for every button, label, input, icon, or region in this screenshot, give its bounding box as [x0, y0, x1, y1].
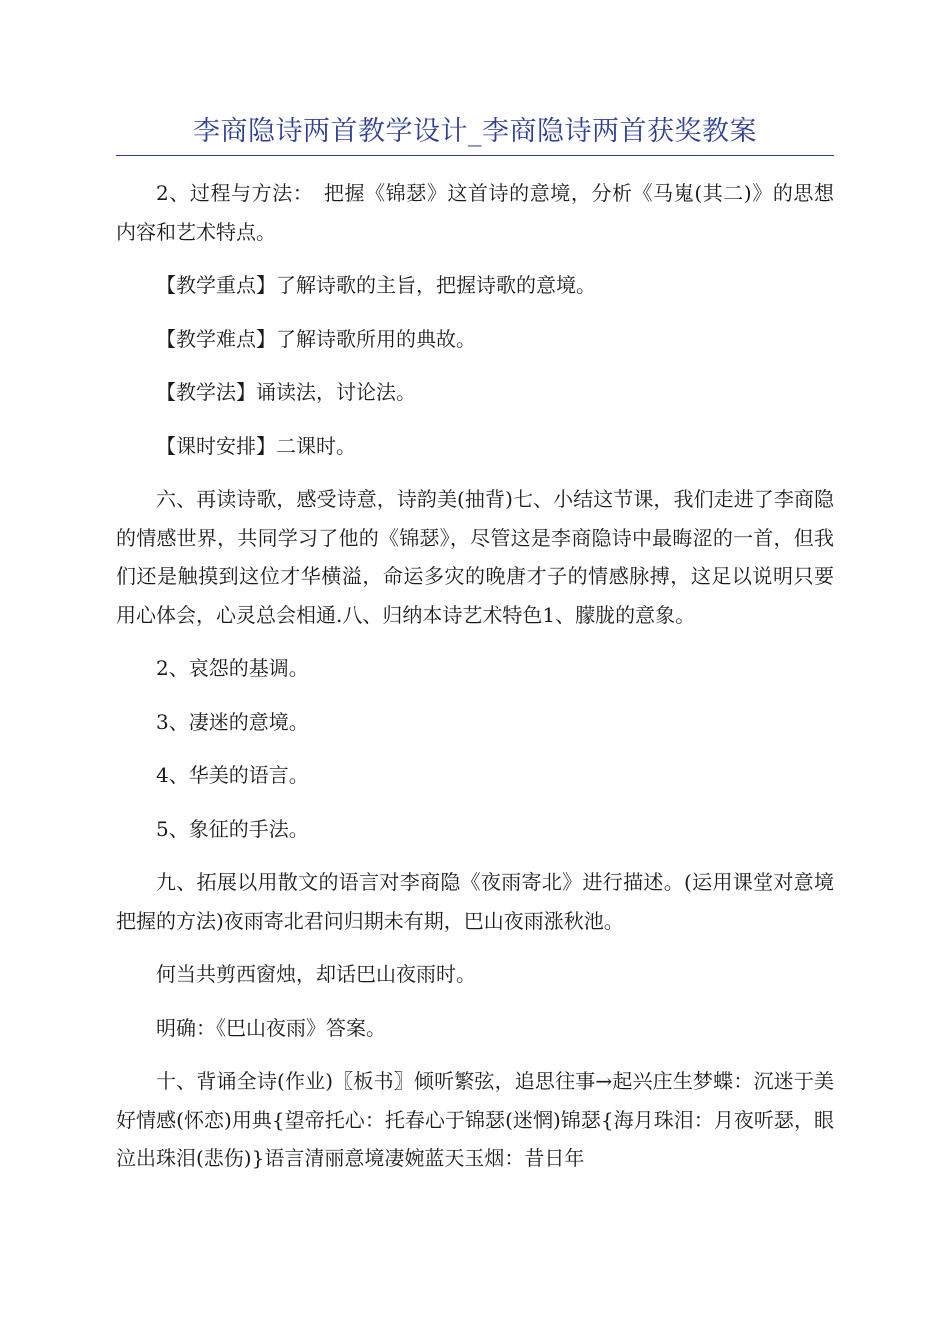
paragraph-teaching-focus: 【教学重点】了解诗歌的主旨，把握诗歌的意境。	[156, 273, 596, 297]
paragraph-feature-5: 5、象征的手法。	[156, 816, 309, 841]
paragraph-process-method: 2、过程与方法： 把握《锦瑟》这首诗的意境，分析《马嵬(其二)》的思想内容和艺术特点。	[116, 181, 834, 244]
document-body	[116, 174, 834, 1193]
paragraph-extension: 九、拓展以用散文的语言对李商隐《夜雨寄北》进行描述。(运用课堂对意境把握的方法)夜雨寄北君问归期未有期，巴山夜雨涨秋池。	[116, 870, 834, 933]
paragraph-feature-2: 2、哀怨的基调。	[156, 656, 309, 680]
paragraph-poem-line: 何当共剪西窗烛，却话巴山夜雨时。	[156, 962, 476, 986]
paragraph-class-schedule: 【课时安排】二课时。	[156, 433, 356, 458]
paragraph-teaching-method: 【教学法】诵读法，讨论法。	[156, 380, 416, 404]
paragraph-board-notes: 十、背诵全诗(作业)〖板书〗倾听繁弦，追思往事→起兴庄生梦蝶：沉迷于美好情感(怀恋)用典{望帝托心：托春心于锦瑟(迷惘)锦瑟{海月珠泪：月夜听瑟，眼泣出珠泪(悲伤)}语言清丽意境凄婉蓝天玉烟：昔日年	[116, 1069, 834, 1170]
paragraph-teaching-difficulty: 【教学难点】了解诗歌所用的典故。	[156, 326, 476, 351]
paragraph-reread-summary: 六、再读诗歌，感受诗意，诗韵美(抽背)七、小结这节课，我们走进了李商隐的情感世界，共同学习了他的《锦瑟》，尽管这是李商隐诗中最晦涩的一首，但我们还是触摸到这位才华横溢，命运多灾的晚唐才子的情感脉搏，这足以说明只要用心体会，心灵总会相通.八、归纳本诗艺术特色1、朦胧的意象。	[116, 487, 834, 627]
paragraph-answer: 明确：《巴山夜雨》答案。	[156, 1015, 386, 1040]
paragraph-feature-3: 3、凄迷的意境。	[156, 709, 309, 734]
paragraph-feature-4: 4、华美的语言。	[156, 763, 309, 787]
document-title: 李商隐诗两首教学设计_李商隐诗两首获奖教案	[193, 116, 757, 147]
title-underline	[116, 155, 834, 156]
